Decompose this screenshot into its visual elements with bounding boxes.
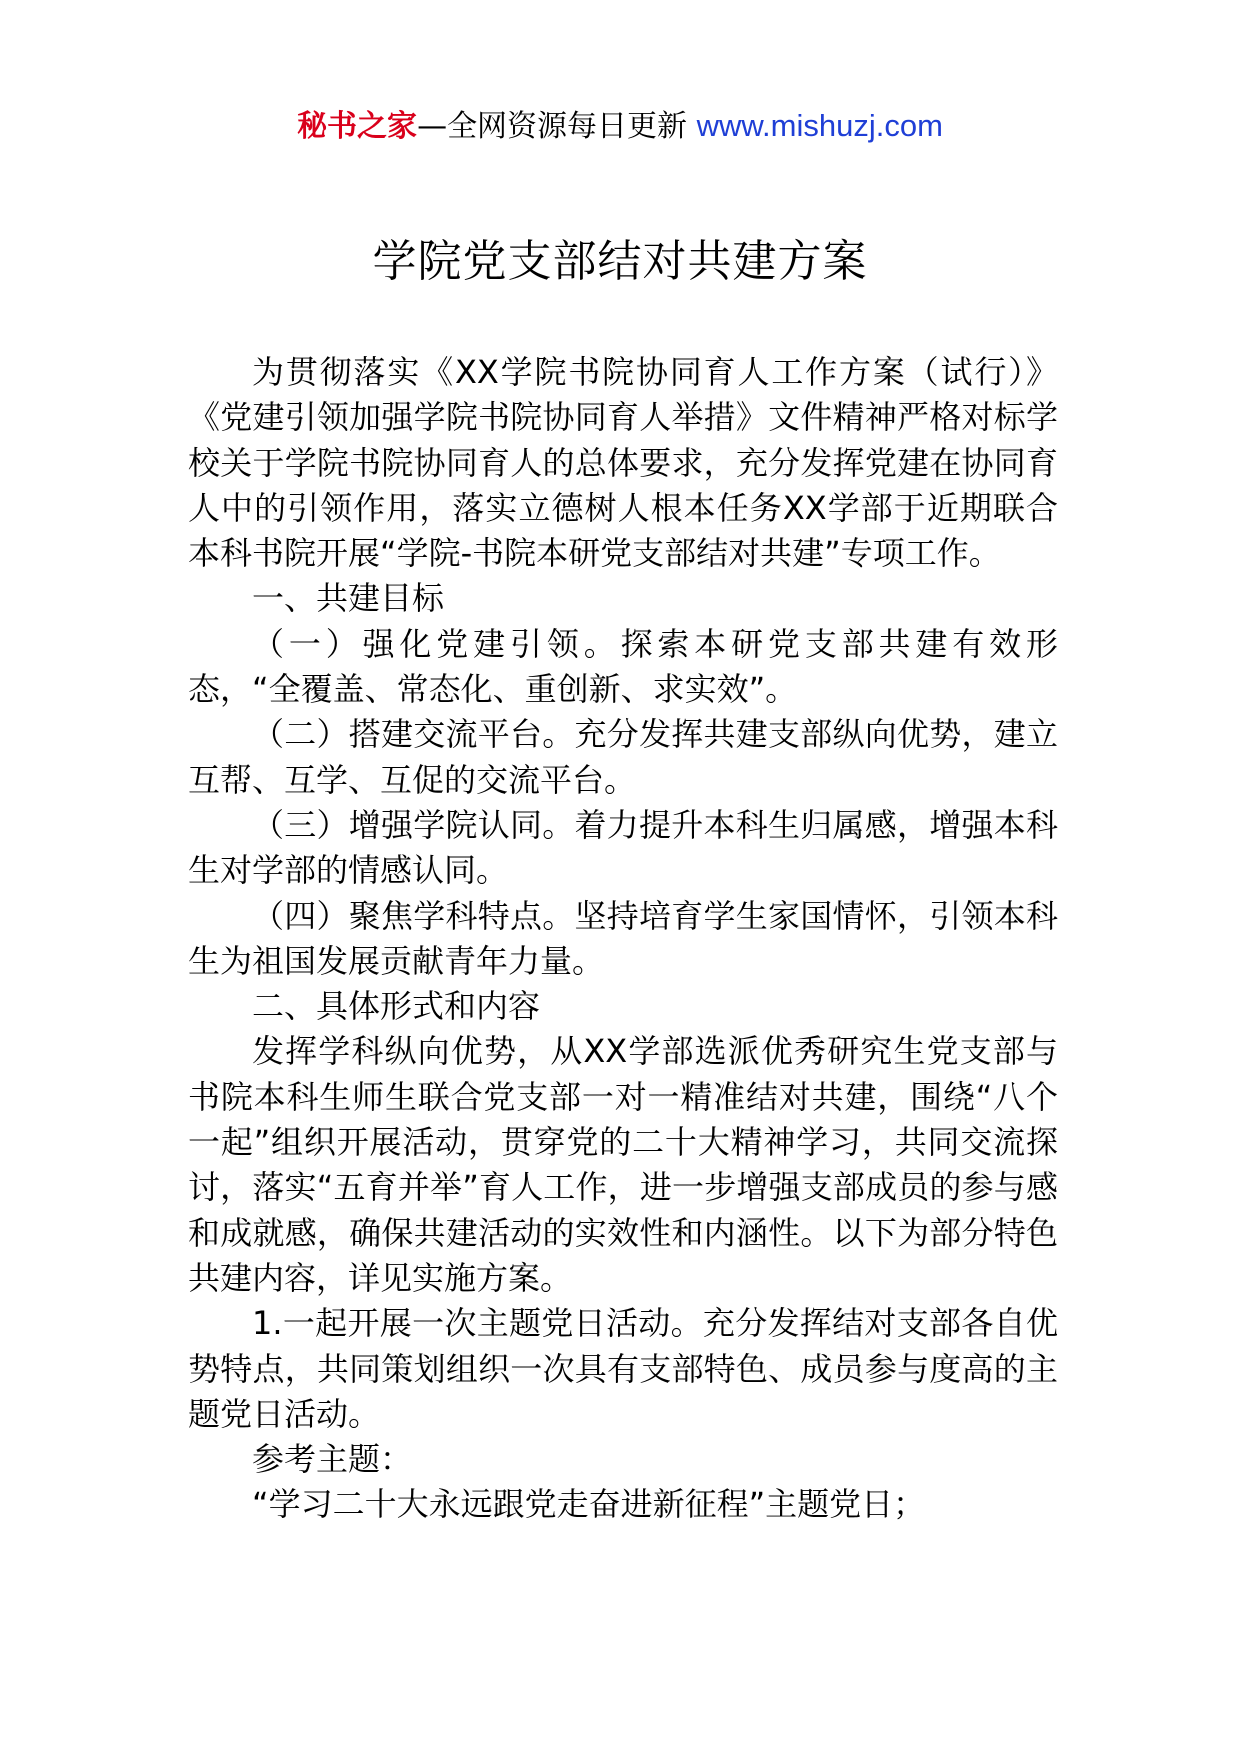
goal-item-3: （三）增强学院认同。着力提升本科生归属感，增强本科生对学部的情感认同。 (188, 805, 1058, 890)
reference-topic-1: “学习二十大永远跟党走奋进新征程”主题党日； (252, 1485, 926, 1524)
site-tagline: —全网资源每日更新 (417, 109, 688, 144)
site-url[interactable]: www.mishuzj.com (696, 108, 943, 143)
section-heading-content: 二、具体形式和内容 (252, 987, 541, 1026)
site-header (0, 104, 1240, 149)
document-title: 学院党支部结对共建方案 (372, 236, 868, 287)
content-paragraph: 发挥学科纵向优势，从XX学部选派优秀研究生党支部与书院本科生师生联合党支部一对一精准结对共建，围绕“八个一起”组织开展活动，贯穿党的二十大精神学习，共同交流探讨，落实“五育并举”育人工作，进一步增强支部成员的参与感和成就感，确保共建活动的实效性和内涵性。以下为部分特色共建内容，详见实施方案。 (188, 1032, 1058, 1297)
reference-topics-label: 参考主题： (252, 1440, 413, 1479)
content-item-1: 1.一起开展一次主题党日活动。充分发挥结对支部各自优势特点，共同策划组织一次具有支部特色、成员参与度高的主题党日活动。 (188, 1304, 1058, 1433)
section-heading-goals: 一、共建目标 (252, 579, 445, 618)
document-body (188, 350, 1058, 1528)
intro-paragraph: 为贯彻落实《XX学院书院协同育人工作方案（试行）》《党建引领加强学院书院协同育人举措》文件精神严格对标学校关于学院书院协同育人的总体要求，充分发挥党建在协同育人中的引领作用，落实立德树人根本任务XX学部于近期联合本科书院开展“学院-书院本研党支部结对共建”专项工作。 (188, 353, 1058, 573)
brand-name: 秘书之家 (297, 109, 418, 144)
goal-item-2: （二）搭建交流平台。充分发挥共建支部纵向优势，建立互帮、互学、互促的交流平台。 (188, 715, 1058, 799)
goal-item-1: （一）强化党建引领。探索本研党支部共建有效形态，“全覆盖、常态化、重创新、求实效”。 (188, 624, 1058, 709)
goal-item-4: （四）聚焦学科特点。坚持培育学生家国情怀，引领本科生为祖国发展贡献青年力量。 (188, 896, 1058, 980)
